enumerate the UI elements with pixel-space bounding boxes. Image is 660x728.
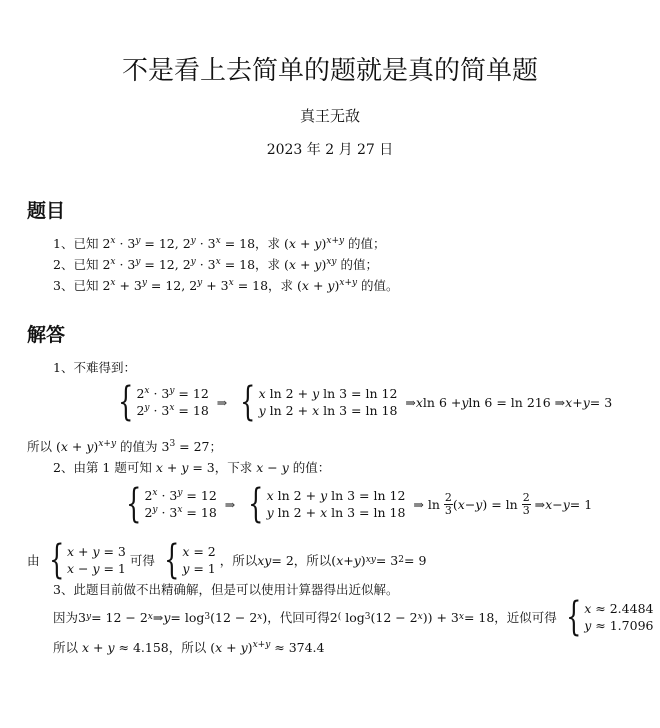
system-1a: { $2^x \cdot 3^y = 12$ $2^y \cdot 3^x = 18$	[118, 379, 209, 425]
fraction-2-3: $\frac{2}{3}$	[522, 490, 530, 517]
problem-2	[53, 255, 378, 273]
solution-1-intro: 1、不难得到：	[53, 360, 136, 375]
system-1b: { x ln 2 + y ln 3 = ln 12 y ln 2 + x ln 3 = ln 18	[240, 379, 398, 425]
problem-3-find: ，求	[268, 278, 298, 293]
solution-3-final: 所以 x + y ≈ 4.158，所以 $(x + y)^{x+y} \approx 374.4$	[53, 640, 325, 655]
document-title: 不是看上去简单的题就是真的简单题	[121, 56, 538, 86]
solution-1-result: 所以 $(x + y)^{x+y}$ 的值为 $3^3 = 27$；	[27, 439, 223, 454]
author: 真王无敌	[299, 107, 360, 125]
problem-1-tail: 的值；	[344, 236, 386, 251]
problem-1-prefix: 1、已知	[53, 236, 103, 251]
problem-3-prefix: 3、已知	[53, 278, 103, 293]
problem-2-find: ，求	[255, 257, 285, 272]
problem-2-prefix: 2、已知	[53, 257, 103, 272]
problem-2-tail: 的值；	[336, 257, 379, 272]
problem-3-tail: 的值。	[357, 278, 399, 293]
approx-system: { x ≈ 2.4484 y ≈ 1.7096	[565, 594, 654, 640]
problems-heading: 题目	[27, 200, 66, 222]
problem-3-condition: $2^x + 3^y = 12$, $2^y + 3^x = 18$	[102, 278, 269, 293]
problem-1-condition: $2^x \cdot 3^y = 12$, $2^y \cdot 3^x = 18$	[102, 236, 256, 251]
solution-3-intro: 3、此题目前做不出精确解，但是可以使用计算器得出近似解。	[53, 582, 399, 597]
solution-3-derivation: 因为 3 y = 12 − 2 x ⇒ y = log 3 (12 − 2 x ) ，代回可得 2 ( log 3 (12 − 2 x )) + 3 x = 18 ，近似可得 { x ≈ 2.4484 y ≈ 1.7096	[53, 594, 654, 640]
solution-2-intro: 2、由第 1 题可知 x + y = 3，下求 x − y 的值：	[53, 460, 331, 475]
system-2b: { x ln 2 + y ln 3 = ln 12 y ln 2 + x ln 3 = ln 18	[248, 481, 406, 527]
system-2c: { x + y = 3 x − y = 1	[48, 537, 126, 583]
problem-2-condition: $2^x \cdot 3^y = 12$, $2^y \cdot 3^x = 18$	[102, 257, 256, 272]
fraction-2-3: $\frac{2}{3}$	[444, 490, 452, 517]
problem-2-target: $(x + y)^{xy}$	[284, 257, 337, 272]
system-2d: { x = 2 y = 1	[163, 537, 216, 583]
problem-3	[53, 276, 399, 294]
solution-2-conclusion: 由 { x + y = 3 x − y = 1 可得 { x = 2 y = 1 ，所以 xy = 2 ，所以 ( x + y ) xy = 3 2 = 9	[27, 537, 427, 583]
problem-1-find: ，求	[255, 236, 285, 251]
solution-2-derivation: { $2^x \cdot 3^y = 12$ $2^y \cdot 3^x = 18$ ⇒ { x ln 2 + y ln 3 = ln 12 y ln 2 + x ln 3 = ln 18 ⇒ ln $\frac{2}{3}$ ( x − y ) = ln $\frac{2}{3}$ ⇒ x − y = 1	[121, 484, 592, 524]
problem-3-target: $(x + y)^{x+y}$	[297, 278, 358, 293]
problem-1-target: $(x + y)^{x+y}$	[284, 236, 345, 251]
problem-1	[53, 234, 386, 252]
solutions-heading: 解答	[27, 324, 66, 346]
solution-1-derivation: { $2^x \cdot 3^y = 12$ $2^y \cdot 3^x = 18$ ⇒ { x ln 2 + y ln 3 = ln 12 y ln 2 + x ln 3 = ln 18 ⇒ x ln 6 + y ln 6 = ln 216 ⇒ x + y = 3	[113, 382, 612, 422]
date: 2023 年 2 月 27 日	[266, 142, 394, 158]
system-2a: { $2^x \cdot 3^y = 12$ $2^y \cdot 3^x = 18$	[126, 481, 217, 527]
